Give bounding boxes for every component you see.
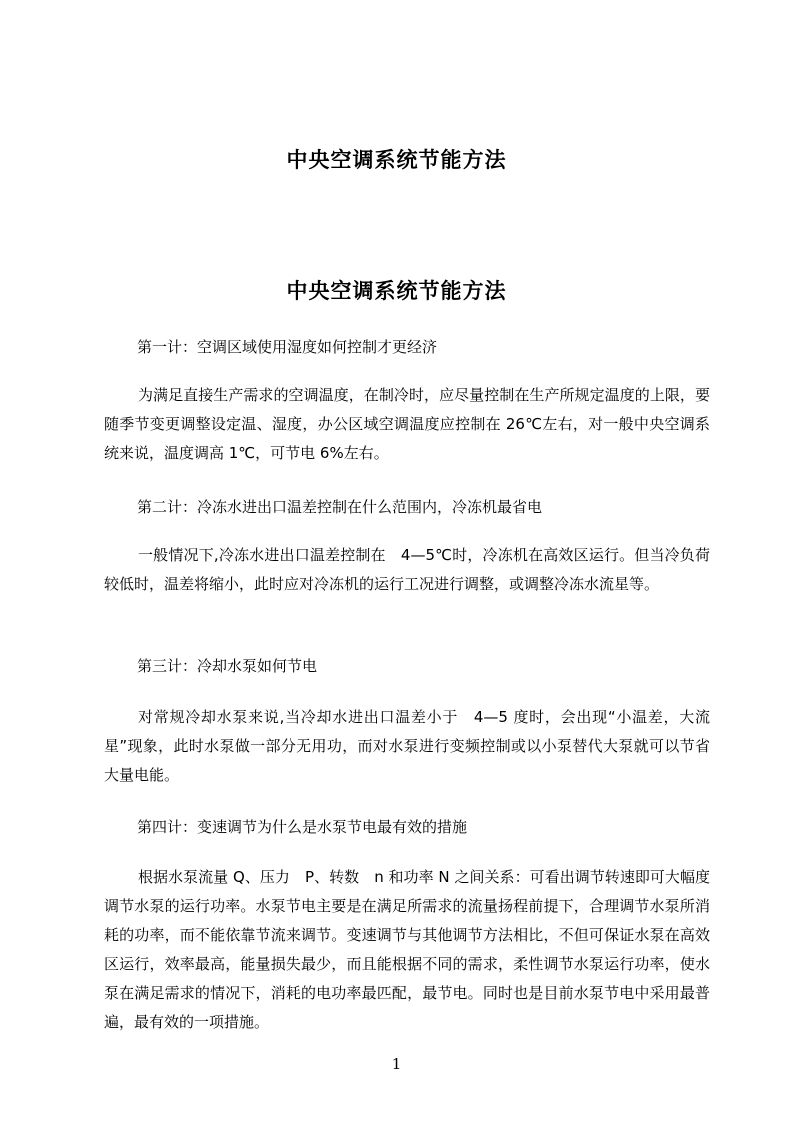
cover-title: 中央空调系统节能方法 xyxy=(286,148,507,172)
section-body-2: 一般情况下,冷冻水进出口温差控制在 4—5℃时，冷冻机在高效区运行。但当冷负荷较低时，温差将缩小，此时应对冷冻机的运行工况进行调整，或调整冷冻水流星等。 xyxy=(104,546,710,593)
section-heading-2: 第二计：冷冻水进出口温差控制在什么范围内，冷冻机最省电 xyxy=(137,498,543,516)
section-body-4: 根据水泵流量 Q、压力 P、转数 n 和功率 N 之间关系：可看出调节转速即可大幅度调节水泵的运行功率。水泵节电主要是在满足所需求的流量扬程前提下，合理调节水泵所消耗的功率，而不能依靠节流来调节。变速调节与其他调节方法相比，不但可保证水泵在高效区运行，效率最高，能量损失最少，而且能根据不同的需求，柔性调节水泵运行功率，使水泵在满足需求的情况下，消耗的电功率最匹配，最节电。同时也是目前水泵节电中采用最普遍，最有效的一项措施。 xyxy=(104,868,710,1031)
section-heading-4: 第四计：变速调节为什么是水泵节电最有效的措施 xyxy=(137,818,468,836)
page-number: 1 xyxy=(391,1055,402,1073)
section-body-1: 为满足直接生产需求的空调温度，在制冷时，应尽量控制在生产所规定温度的上限，要随季节变更调整设定温、湿度，办公区域空调温度应控制在 26℃左右，对一般中央空调系统来说，温度调高 1℃，可节电 6%左右。 xyxy=(104,386,710,462)
section-heading-3: 第三计：冷却水泵如何节电 xyxy=(137,657,318,675)
section-heading-1: 第一计：空调区域使用湿度如何控制才更经济 xyxy=(137,338,438,356)
document-title: 中央空调系统节能方法 xyxy=(286,279,507,303)
section-body-3: 对常规冷却水泵来说,当冷却水进出口温差小于 4—5 度时，会出现“小温差，大流星”现象，此时水泵做一部分无用功，而对水泵进行变频控制或以小泵替代大泵就可以节省大量电能。 xyxy=(104,708,710,784)
